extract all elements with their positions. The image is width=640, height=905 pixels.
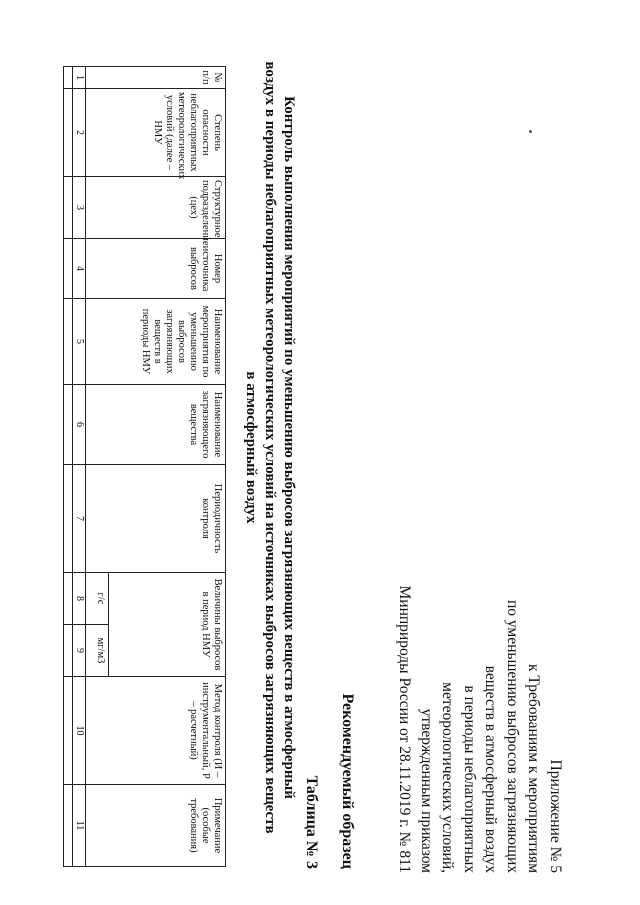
header-cell-pollutant-name: Наименование загрязняющего вещества — [86, 385, 226, 465]
empty-cell — [64, 625, 73, 677]
subheader-cell-mg-per-m3: мг/м3 — [86, 625, 109, 677]
header-cell-division: Структурное подразделение (цех) — [86, 177, 226, 239]
appendix-line: утвержденным приказом — [418, 708, 435, 873]
column-number-cell: 10 — [73, 677, 86, 785]
column-number-cell: 2 — [73, 89, 86, 177]
header-cell-control-method: Метод контроля (И – инструментальный, Р – расчетный) — [86, 677, 226, 785]
appendix-line: Приложение № 5 — [547, 759, 564, 873]
appendix-line: к Требованиям к мероприятиям — [525, 663, 543, 873]
column-number-cell: 5 — [73, 299, 86, 385]
title-line: Контроль выполнения мероприятий по уменьшению выбросов загрязняющих веществ в атмосферный — [281, 96, 297, 799]
empty-cell — [64, 573, 73, 625]
empty-cell — [64, 785, 73, 867]
appendix-line: по уменьшению выбросов загрязняющих — [504, 599, 521, 873]
appendix-line: веществ в атмосферный воздух — [482, 665, 500, 873]
table-number-label: Таблица № 3 — [303, 775, 320, 869]
column-number-cell: 1 — [73, 67, 86, 89]
empty-data-row — [64, 67, 73, 867]
document-title — [241, 60, 298, 835]
header-cell-hazard-degree: Степень опасности неблагоприятных метеорологических условий (далее – НМУ — [86, 89, 226, 177]
control-table — [63, 66, 226, 867]
empty-cell — [64, 239, 73, 299]
appendix-line: метеорологических условий, — [439, 682, 457, 873]
title-line: воздух в периоды неблагоприятных метеорологических условий на источниках выбросов загрязняющих веществ — [262, 61, 278, 834]
scan-dot — [529, 130, 532, 133]
empty-cell — [64, 677, 73, 785]
empty-cell — [64, 67, 73, 89]
empty-cell — [64, 89, 73, 177]
column-number-cell: 9 — [73, 625, 86, 677]
column-number-cell: 4 — [73, 239, 86, 299]
title-line: в атмосферный воздух — [243, 371, 259, 524]
header-cell-measure-name: Наименование мероприятия по уменьшению выбросов загрязняющих веществ в периоды НМУ — [86, 299, 226, 385]
header-cell-number: № п/п — [86, 67, 226, 89]
appendix-header — [394, 586, 566, 873]
header-cell-source-number: Номер источника выбросов — [86, 239, 226, 299]
empty-cell — [64, 465, 73, 573]
header-cell-emission-values: Величины выбросов в период НМУ — [109, 573, 226, 677]
column-number-cell: 8 — [73, 573, 86, 625]
empty-cell — [64, 177, 73, 239]
subheader-cell-g-per-s: г/с — [86, 573, 109, 625]
column-number-row — [73, 67, 86, 867]
table-header-row — [109, 67, 226, 867]
column-number-cell: 11 — [73, 785, 86, 867]
header-cell-note: Примечание (особые требования) — [86, 785, 226, 867]
empty-cell — [64, 385, 73, 465]
sample-label: Рекомендуемый образец — [339, 693, 356, 869]
appendix-line: Минприроды России от 28.11.2019 г. № 811 — [396, 585, 414, 873]
header-cell-control-frequency: Периодичность контроля — [86, 465, 226, 573]
column-number-cell: 3 — [73, 177, 86, 239]
appendix-line: в периоды неблагоприятных — [461, 685, 478, 873]
column-number-cell: 6 — [73, 385, 86, 465]
column-number-cell: 7 — [73, 465, 86, 573]
empty-cell — [64, 299, 73, 385]
